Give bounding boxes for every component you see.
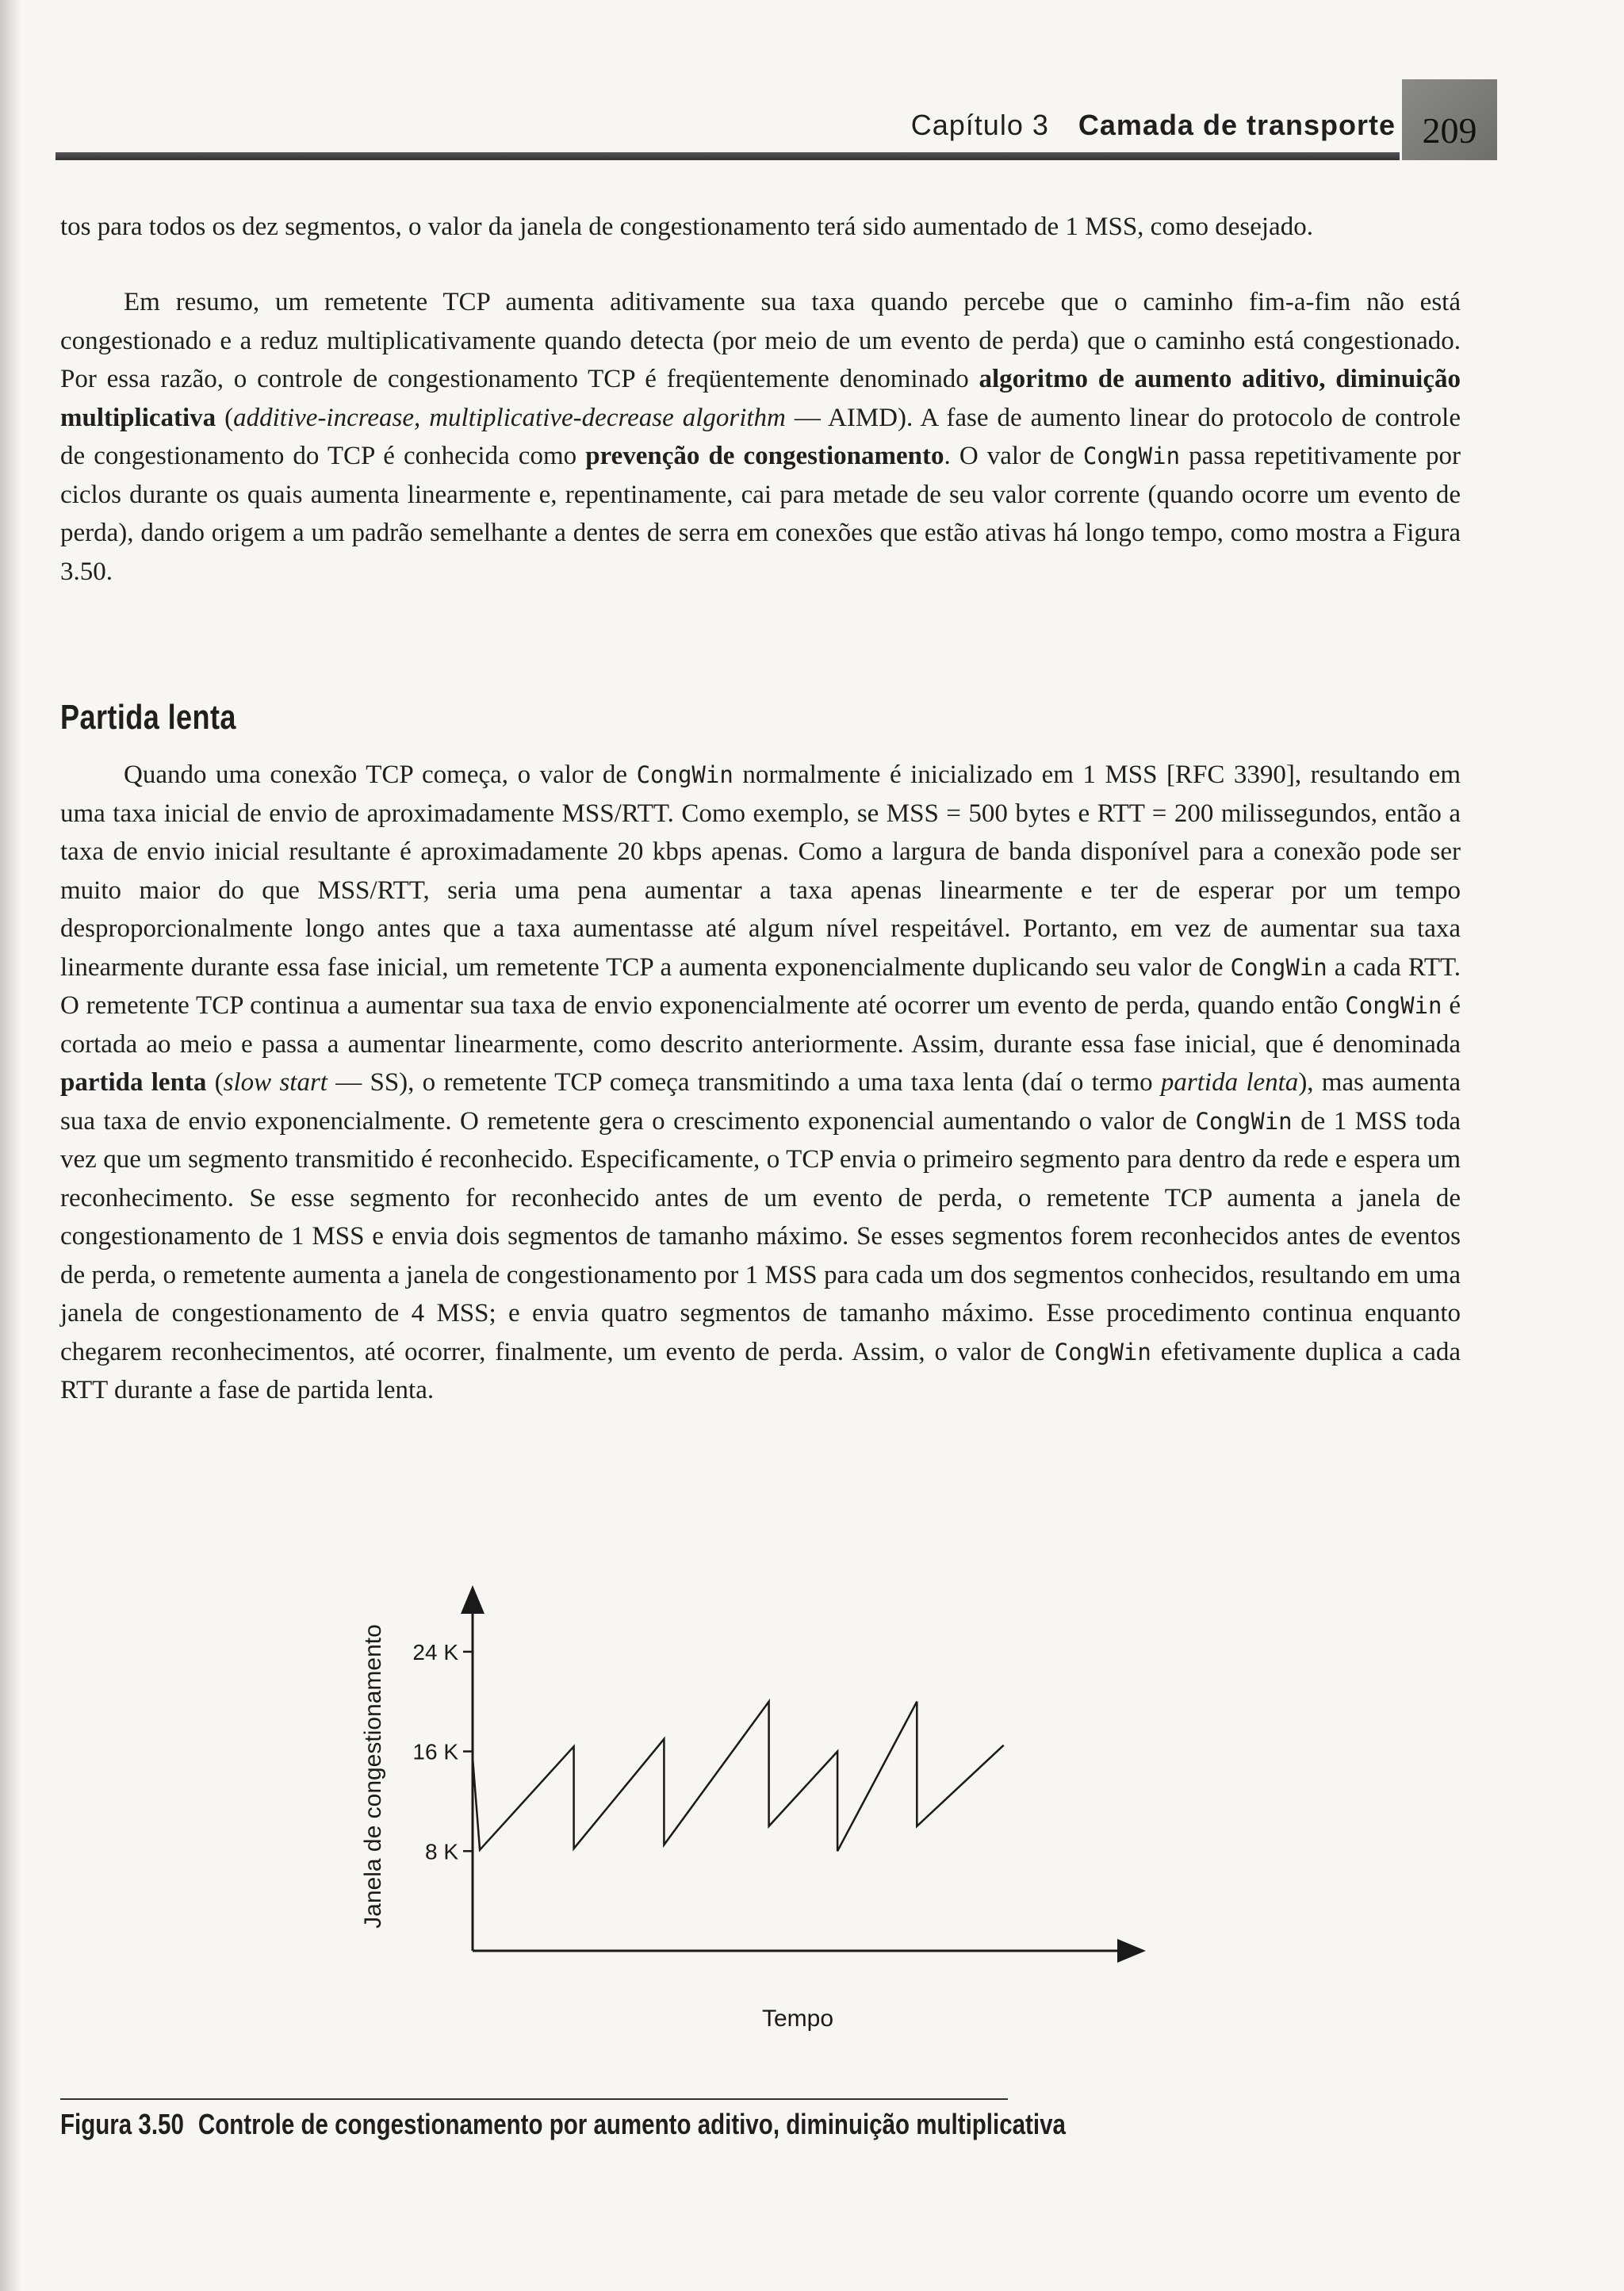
- paragraph-continuation: tos para todos os dez segmentos, o valor da janela de congestionamento terá sido aumentado de 1 MSS, como desejado.: [60, 213, 1313, 241]
- code-congwin: CongWin: [1195, 1107, 1293, 1135]
- code-congwin: CongWin: [1082, 442, 1181, 469]
- section-heading-slow-start: Partida lenta: [60, 698, 236, 737]
- term-aimd: algoritmo de aumento aditivo, diminuição multiplicativa: [60, 365, 1461, 432]
- header-rule: [56, 152, 1400, 160]
- code-congwin: CongWin: [1054, 1338, 1151, 1366]
- scan-edge-shadow: [0, 0, 21, 2291]
- text-run: Quando uma conexão TCP começa, o valor de: [124, 760, 637, 789]
- text-run: — AIMD). A fase de aumento linear do protocolo de controle de congestionamento do TCP é conhecida como: [60, 403, 1461, 470]
- page-number-tab: [1402, 79, 1497, 160]
- text-run: (: [206, 1068, 224, 1097]
- paragraph-slow-start: [60, 756, 1461, 1410]
- text-run: de 1 MSS toda vez que um segmento transmitido é reconhecido. Especificamente, o TCP envia o primeiro segmento para dentro da rede e espera um reconhecimento. Se esse segmento for reconhecido antes de um evento de perda, o remetente TCP aumenta a janela de congestionamento de 1 MSS e envia dois segmentos de tamanho máximo. Se esses segmentos forem reconhecidos antes de eventos de perda, o remetente aumenta a janela de congestionamento por 1 MSS para cada um dos segmentos conhecidos, resultando em uma janela de congestionamento de 4 MSS; e envia quatro segmentos de tamanho máximo. Esse procedimento continua enquanto chegarem reconhecimentos, até ocorrer, finalmente, um evento de perda. Assim, o valor de: [60, 1106, 1461, 1366]
- text-run: a cada RTT. O remetente TCP continua a aumentar sua taxa de envio exponencialmente até ocorrer um evento de perda, quando então: [60, 952, 1461, 1020]
- text-run: é cortada ao meio e passa a aumentar linearmente, como descrito anteriormente. Assim, durante essa fase inicial, que é denominada: [60, 991, 1461, 1059]
- text-run: (: [216, 403, 234, 432]
- y-axis-label: Janela de congestionamento: [360, 1624, 386, 1929]
- code-congwin: CongWin: [636, 761, 733, 788]
- text-run: ), mas aumenta sua taxa de envio exponencialmente. O remetente gera o crescimento exponencial aumentando o valor de: [60, 1068, 1461, 1136]
- running-header: [63, 103, 1396, 147]
- y-tick-label: 16 K: [412, 1739, 458, 1764]
- term-congestion-avoidance: prevenção de congestionamento: [585, 442, 944, 470]
- code-congwin: CongWin: [1345, 992, 1442, 1019]
- paragraph-aimd: [60, 283, 1461, 591]
- text-run: Em resumo, um remetente TCP aumenta aditivamente sua taxa quando percebe que o caminho fim-a-fim não está congestionado e a reduz multiplicativamente quando detecta (por meio de um evento de perda) que o caminho está congestionado. Por essa razão, o controle de congestionamento TCP é freqüentemente denominado: [60, 288, 1461, 393]
- x-axis-label: Tempo: [761, 2006, 834, 2032]
- term-aimd-english: additive-increase, multiplicative-decrease algorithm: [233, 403, 786, 432]
- text-run: . O valor de: [944, 442, 1083, 470]
- chapter-label: Capítulo 3: [910, 109, 1049, 141]
- figure-caption: [60, 2108, 1066, 2141]
- page-number: 209: [1422, 110, 1477, 151]
- y-tick-label: 8 K: [424, 1839, 458, 1864]
- text-run: efetivamente duplica a cada RTT durante a fase de partida lenta.: [60, 1337, 1461, 1404]
- code-congwin: CongWin: [1230, 953, 1327, 981]
- y-ticks: [412, 1640, 473, 1864]
- figure-label: Figura 3.50: [60, 2108, 184, 2140]
- term-slow-start: partida lenta: [60, 1068, 207, 1097]
- text-run: — SS), o remetente TCP começa transmitindo a uma taxa lenta (daí o termo: [327, 1068, 1161, 1097]
- term-slow-start-italic: partida lenta: [1160, 1068, 1299, 1097]
- term-slow-start-english: slow start: [223, 1068, 327, 1097]
- text-run: normalmente é inicializado em 1 MSS [RFC 3390], resultando em uma taxa inicial de envio de aproximadamente MSS/RTT. Como exemplo, se MSS = 500 bytes e RTT = 200 milissegundos, então a taxa de envio inicial resultante é aproximadamente 20 kbps apenas. Como a largura de banda disponível para a conexão pode ser muito maior do que MSS/RTT, seria uma pena aumentar a taxa apenas linearmente e ter de esperar por um tempo desproporcionalmente longo antes que a taxa aumentasse até algum nível respeitável. Portanto, em vez de aumentar sua taxa linearmente durante essa fase inicial, um remetente TCP a aumenta exponencialmente duplicando seu valor de: [60, 760, 1461, 982]
- figure-caption-rule: [60, 2098, 1008, 2100]
- y-tick-label: 24 K: [412, 1639, 458, 1665]
- aimd-chart: [317, 1578, 1189, 2070]
- section-label: Camada de transporte: [1078, 109, 1396, 141]
- figure-3-50: [317, 1578, 1189, 2070]
- series-line-congwin: [473, 1702, 1004, 1852]
- figure-caption-text: Controle de congestionamento por aumento aditivo, diminuição multiplicativa: [197, 2108, 1066, 2140]
- text-run: passa repetitivamente por ciclos durante os quais aumenta linearmente e, repentinamente, cai para metade de seu valor corrente (quando ocorre um evento de perda), dando origem a um padrão semelhante a dentes de serra em conexões que estão ativas há longo tempo, como mostra a Figura 3.50.: [60, 442, 1461, 586]
